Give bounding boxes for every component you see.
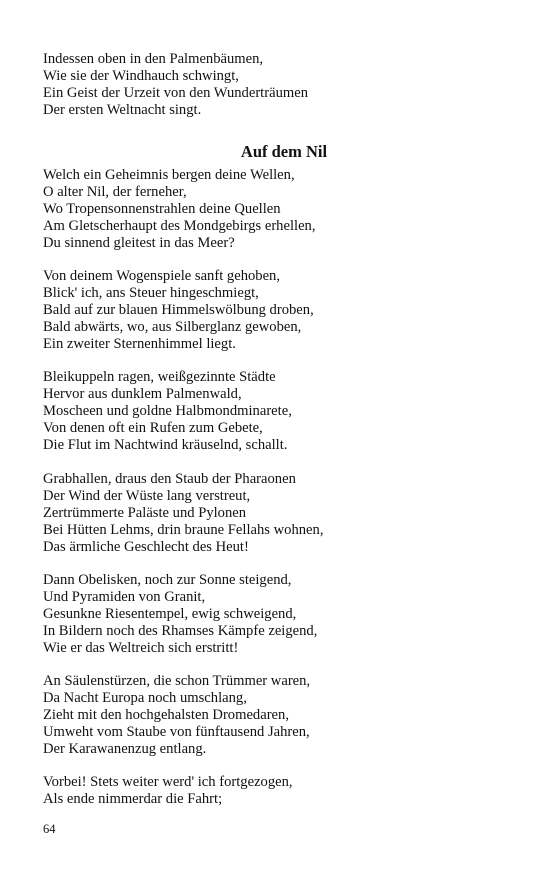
- verse-line: Blick' ich, ans Steuer hingeschmiegt,: [43, 284, 259, 301]
- verse-line: Gesunkne Riesentempel, ewig schweigend,: [43, 605, 297, 622]
- verse-line: O alter Nil, der ferneher,: [43, 183, 187, 200]
- verse-line: Bald auf zur blauen Himmelswölbung droben,: [43, 301, 314, 318]
- verse-line: Umweht vom Staube von fünftausend Jahren,: [43, 723, 310, 740]
- stanza: [43, 167, 513, 252]
- stanza: [43, 471, 513, 556]
- verse-line: Da Nacht Europa noch umschlang,: [43, 689, 247, 706]
- verse-line: Hervor aus dunklem Palmenwald,: [43, 385, 242, 402]
- verse-line: Wo Tropensonnenstrahlen deine Quellen: [43, 200, 281, 217]
- verse-line: Vorbei! Stets weiter werd' ich fortgezogen,: [43, 774, 293, 790]
- stanza: [43, 268, 513, 353]
- stanza: [43, 572, 513, 657]
- verse-line: Du sinnend gleitest in das Meer?: [43, 234, 235, 251]
- verse-line: Zieht mit den hochgehalsten Dromedaren,: [43, 706, 289, 723]
- verse-line: Indessen oben in den Palmenbäumen,: [43, 51, 264, 67]
- verse-line: Bleikuppeln ragen, weißgezinnte Städte: [43, 369, 276, 385]
- verse-line: Und Pyramiden von Granit,: [43, 588, 206, 605]
- verse-line: An Säulenstürzen, die schon Trümmer waren,: [43, 673, 311, 689]
- verse-line: Moscheen und goldne Halbmondminarete,: [43, 402, 292, 419]
- page-number: 64: [43, 822, 56, 836]
- verse-line: Ein zweiter Sternenhimmel liegt.: [43, 335, 236, 352]
- verse-line: Wie sie der Windhauch schwingt,: [43, 67, 239, 84]
- verse-line: Der Wind der Wüste lang verstreut,: [43, 487, 251, 504]
- verse-line: Dann Obelisken, noch zur Sonne steigend,: [43, 572, 292, 588]
- verse-line: Von denen oft ein Rufen zum Gebete,: [43, 419, 263, 436]
- verse-line: Das ärmliche Geschlecht des Heut!: [43, 538, 249, 555]
- stanza: [43, 673, 513, 758]
- verse-line: Die Flut im Nachtwind kräuselnd, schallt.: [43, 436, 288, 453]
- verse-line: Der ersten Weltnacht singt.: [43, 101, 202, 118]
- stanza: [43, 774, 513, 808]
- poem-title: Auf dem Nil: [240, 142, 328, 161]
- stanza: [43, 369, 513, 454]
- verse-line: Welch ein Geheimnis bergen deine Wellen,: [43, 167, 295, 183]
- verse-line: Als ende nimmerdar die Fahrt;: [43, 790, 223, 807]
- verse-line: Bald abwärts, wo, aus Silberglanz gewoben,: [43, 318, 302, 335]
- verse-line: Grabhallen, draus den Staub der Pharaonen: [43, 471, 296, 487]
- verse-line: Von deinem Wogenspiele sanft gehoben,: [43, 268, 281, 284]
- verse-line: In Bildern noch des Rhamses Kämpfe zeigend,: [43, 622, 318, 639]
- verse-line: Ein Geist der Urzeit von den Wunderträumen: [43, 84, 308, 101]
- verse-line: Wie er das Weltreich sich erstritt!: [43, 639, 239, 656]
- verse-line: Zertrümmerte Paläste und Pylonen: [43, 504, 247, 521]
- verse-line: Bei Hütten Lehms, drin braune Fellahs wohnen,: [43, 521, 324, 538]
- verse-line: Der Karawanenzug entlang.: [43, 740, 207, 757]
- previous-poem-stanza: [43, 51, 513, 119]
- verse-line: Am Gletscherhaupt des Mondgebirgs erhellen,: [43, 217, 316, 234]
